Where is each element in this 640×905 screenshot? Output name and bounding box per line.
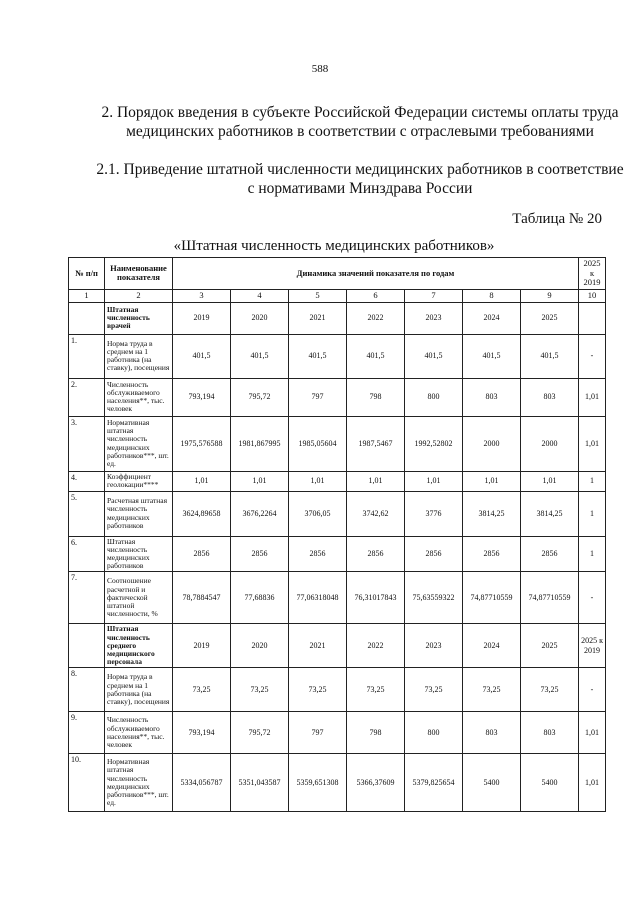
table-row	[69, 416, 606, 471]
column-number-cell: 4	[231, 289, 289, 302]
row-number: 1.	[69, 334, 105, 378]
year-cell: 2025	[521, 302, 579, 334]
page-number: 588	[311, 63, 329, 75]
value-cell: 75,63559322	[405, 572, 463, 624]
value-cell: 73,25	[463, 668, 521, 712]
column-number-cell: 3	[173, 289, 231, 302]
year-cell: 2020	[231, 302, 289, 334]
value-cell: 3814,25	[463, 491, 521, 536]
value-cell: 1,01	[347, 471, 405, 491]
header-row	[69, 258, 606, 290]
column-number-cell: 2	[105, 289, 173, 302]
header-num: № п/п	[69, 258, 105, 290]
value-cell: 798	[347, 378, 405, 416]
value-cell: 401,5	[347, 334, 405, 378]
staffing-table	[68, 257, 606, 812]
value-cell: 2000	[463, 416, 521, 471]
row-number: 4.	[69, 471, 105, 491]
value-cell: 77,06318048	[289, 572, 347, 624]
value-cell: 1,01	[289, 471, 347, 491]
year-cell: 2022	[347, 624, 405, 668]
indicator-name: Штатная численность медицинских работников	[105, 536, 173, 572]
table-row	[69, 471, 606, 491]
value-cell: 2856	[521, 536, 579, 572]
value-cell: 2000	[521, 416, 579, 471]
value-cell: 73,25	[347, 668, 405, 712]
table-row	[69, 334, 606, 378]
year-cell: 2021	[289, 624, 347, 668]
ratio-cell: 1	[579, 491, 606, 536]
section-title: 2. Порядок введения в субъекте Российской Федерации системы оплаты труда медицинских работников в соответствии с отраслевыми требованиями	[101, 104, 619, 140]
value-cell: 3776	[405, 491, 463, 536]
ratio-cell	[579, 302, 606, 334]
value-cell: 401,5	[521, 334, 579, 378]
row-number	[69, 302, 105, 334]
column-number-cell: 6	[347, 289, 405, 302]
year-cell: 2021	[289, 302, 347, 334]
value-cell: 401,5	[231, 334, 289, 378]
ratio-cell: -	[579, 572, 606, 624]
value-cell: 73,25	[521, 668, 579, 712]
table-row	[69, 712, 606, 754]
column-number-cell: 5	[289, 289, 347, 302]
value-cell: 803	[521, 378, 579, 416]
header-ratio: 2025 к 2019	[579, 258, 606, 290]
value-cell: 78,7884547	[173, 572, 231, 624]
table-row	[69, 668, 606, 712]
value-cell: 1987,5467	[347, 416, 405, 471]
table-section-row	[69, 302, 606, 334]
value-cell: 5359,651308	[289, 754, 347, 812]
value-cell: 73,25	[405, 668, 463, 712]
year-cell: 2025	[521, 624, 579, 668]
value-cell: 3706,05	[289, 491, 347, 536]
value-cell: 795,72	[231, 378, 289, 416]
indicator-name: Норма труда в среднем на 1 работника (на ставку), посещения	[105, 668, 173, 712]
ratio-cell: 1,01	[579, 416, 606, 471]
value-cell: 1,01	[173, 471, 231, 491]
value-cell: 3676,2264	[231, 491, 289, 536]
value-cell: 5334,056787	[173, 754, 231, 812]
value-cell: 803	[463, 712, 521, 754]
ratio-cell: 1,01	[579, 754, 606, 812]
value-cell: 2856	[231, 536, 289, 572]
row-number: 9.	[69, 712, 105, 754]
year-cell: 2019	[173, 302, 231, 334]
indicator-name: Нормативная штатная численность медицинских работников***, шт. ед.	[105, 754, 173, 812]
value-cell: 77,68836	[231, 572, 289, 624]
row-number: 7.	[69, 572, 105, 624]
value-cell: 2856	[463, 536, 521, 572]
table-row	[69, 536, 606, 572]
year-cell: 2023	[405, 302, 463, 334]
column-number-cell: 10	[579, 289, 606, 302]
row-number: 6.	[69, 536, 105, 572]
column-number-cell: 1	[69, 289, 105, 302]
table-section-row	[69, 624, 606, 668]
table-row	[69, 754, 606, 812]
value-cell: 793,194	[173, 712, 231, 754]
ratio-cell: -	[579, 334, 606, 378]
year-cell: 2023	[405, 624, 463, 668]
value-cell: 3624,89658	[173, 491, 231, 536]
row-number: 5.	[69, 491, 105, 536]
value-cell: 73,25	[173, 668, 231, 712]
indicator-name: Штатная численность врачей	[105, 302, 173, 334]
subsection-title: 2.1. Приведение штатной численности медицинских работников в соответствие с нормативами Минздрава России	[96, 161, 624, 197]
indicator-name: Численность обслуживаемого населения**, тыс. человек	[105, 712, 173, 754]
ratio-cell: -	[579, 668, 606, 712]
value-cell: 2856	[405, 536, 463, 572]
value-cell: 74,87710559	[521, 572, 579, 624]
ratio-cell: 1	[579, 471, 606, 491]
ratio-cell: 1	[579, 536, 606, 572]
value-cell: 2856	[173, 536, 231, 572]
ratio-cell: 1,01	[579, 712, 606, 754]
indicator-name: Штатная численность среднего медицинского персонала	[105, 624, 173, 668]
value-cell: 5400	[463, 754, 521, 812]
value-cell: 401,5	[405, 334, 463, 378]
value-cell: 798	[347, 712, 405, 754]
value-cell: 2856	[347, 536, 405, 572]
value-cell: 401,5	[289, 334, 347, 378]
table-number: Таблица № 20	[512, 211, 602, 227]
value-cell: 2856	[289, 536, 347, 572]
value-cell: 1,01	[405, 471, 463, 491]
ratio-cell: 2025 к 2019	[579, 624, 606, 668]
value-cell: 73,25	[289, 668, 347, 712]
indicator-name: Коэффициент геолокации****	[105, 471, 173, 491]
value-cell: 797	[289, 378, 347, 416]
value-cell: 5366,37609	[347, 754, 405, 812]
table-title: «Штатная численность медицинских работников»	[173, 238, 495, 254]
year-cell: 2024	[463, 624, 521, 668]
year-cell: 2020	[231, 624, 289, 668]
value-cell: 797	[289, 712, 347, 754]
indicator-name: Нормативная штатная численность медицинских работников***, шт. ед.	[105, 416, 173, 471]
indicator-name: Соотношение расчетной и фактической штатной численности, %	[105, 572, 173, 624]
column-number-cell: 9	[521, 289, 579, 302]
value-cell: 3742,62	[347, 491, 405, 536]
value-cell: 1992,52802	[405, 416, 463, 471]
value-cell: 795,72	[231, 712, 289, 754]
value-cell: 803	[463, 378, 521, 416]
indicator-name: Расчетная штатная численность медицинских работников	[105, 491, 173, 536]
column-number-cell: 7	[405, 289, 463, 302]
value-cell: 1,01	[521, 471, 579, 491]
value-cell: 1,01	[463, 471, 521, 491]
row-number: 8.	[69, 668, 105, 712]
value-cell: 5379,825654	[405, 754, 463, 812]
year-cell: 2019	[173, 624, 231, 668]
value-cell: 5351,043587	[231, 754, 289, 812]
year-cell: 2022	[347, 302, 405, 334]
value-cell: 74,87710559	[463, 572, 521, 624]
value-cell: 76,31017843	[347, 572, 405, 624]
value-cell: 401,5	[173, 334, 231, 378]
value-cell: 793,194	[173, 378, 231, 416]
value-cell: 1981,867995	[231, 416, 289, 471]
row-number: 10.	[69, 754, 105, 812]
column-number-row	[69, 289, 606, 302]
value-cell: 800	[405, 712, 463, 754]
header-name: Наименование показателя	[105, 258, 173, 290]
value-cell: 800	[405, 378, 463, 416]
table-row	[69, 378, 606, 416]
value-cell: 1,01	[231, 471, 289, 491]
value-cell: 401,5	[463, 334, 521, 378]
indicator-name: Численность обслуживаемого населения**, тыс. человек	[105, 378, 173, 416]
column-number-cell: 8	[463, 289, 521, 302]
row-number: 2.	[69, 378, 105, 416]
table-row	[69, 572, 606, 624]
ratio-cell: 1,01	[579, 378, 606, 416]
row-number	[69, 624, 105, 668]
year-cell: 2024	[463, 302, 521, 334]
indicator-name: Норма труда в среднем на 1 работника (на ставку), посещения	[105, 334, 173, 378]
value-cell: 3814,25	[521, 491, 579, 536]
value-cell: 5400	[521, 754, 579, 812]
value-cell: 1975,576588	[173, 416, 231, 471]
header-dynamics: Динамика значений показателя по годам	[173, 258, 579, 290]
row-number: 3.	[69, 416, 105, 471]
value-cell: 73,25	[231, 668, 289, 712]
value-cell: 803	[521, 712, 579, 754]
value-cell: 1985,05604	[289, 416, 347, 471]
table-row	[69, 491, 606, 536]
